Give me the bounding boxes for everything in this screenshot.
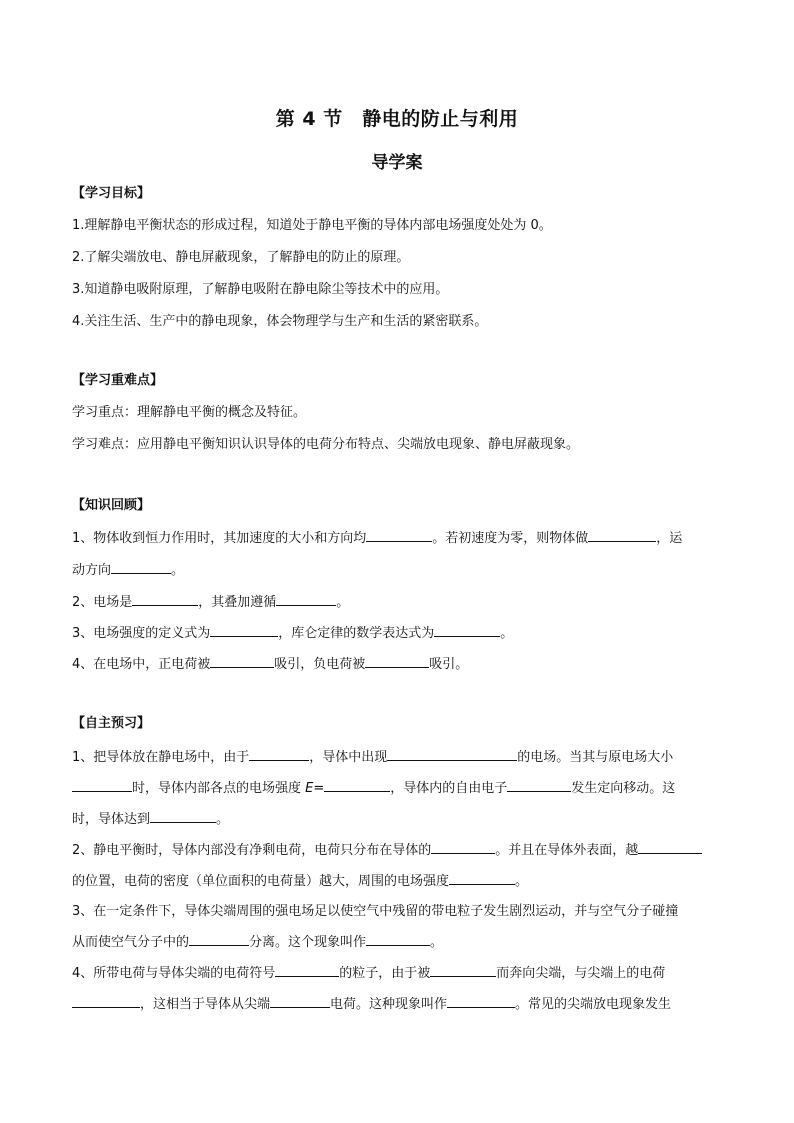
answer-blank[interactable]	[387, 747, 517, 761]
section-review	[72, 496, 724, 674]
preview-question-3: 3、在一定条件下，导体尖端周围的强电场足以使空气中残留的带电粒子发生剧烈运动，并与空气分子碰撞 从而使空气分子中的 分离。这个现象叫作 。	[72, 904, 679, 950]
answer-blank[interactable]	[447, 994, 515, 1008]
answer-blank[interactable]	[189, 932, 249, 946]
answer-blank[interactable]	[365, 654, 429, 668]
answer-blank[interactable]	[507, 778, 571, 792]
section-goals	[72, 184, 724, 332]
review-question-1: 1、物体收到恒力作用时，其加速度的大小和方向均 。若初速度为零，则物体做 ，运 动方向 。	[72, 528, 724, 581]
goal-item: 4.关注生活、生产中的静电现象，体会物理学与生产和生活的紧密联系。	[72, 314, 488, 329]
page-title: 第 4 节 静电的防止与利用	[275, 108, 519, 130]
answer-blank[interactable]	[72, 778, 132, 792]
goal-item: 2.了解尖端放电、静电屏蔽现象，了解静电的防止的原理。	[72, 250, 410, 265]
answer-blank[interactable]	[430, 963, 496, 977]
answer-blank[interactable]	[588, 528, 656, 542]
preview-question-2: 2、静电平衡时，导体内部没有净剩电荷，电荷只分布在导体的 。并且在导体外表面，越 的位置，电荷的密度（单位面积的电荷量）越大，周围的电场强度 。	[72, 840, 724, 892]
page-subtitle: 导学案	[371, 153, 423, 173]
answer-blank[interactable]	[249, 747, 309, 761]
goal-item: 1.理解静电平衡状态的形成过程，知道处于静电平衡的导体内部电场强度处处为 0。	[72, 218, 552, 233]
answer-blank[interactable]	[449, 871, 515, 885]
preview-question-4: 4、所带电荷与导体尖端的电荷符号 的粒子，由于被 而奔向尖端，与尖端上的电荷 ，这相当于导体从尖端 电荷。这种现象叫作 。常见的尖端放电现象发生	[72, 963, 724, 1015]
answer-blank[interactable]	[431, 840, 495, 854]
answer-blank[interactable]	[366, 932, 430, 946]
answer-blank[interactable]	[72, 994, 140, 1008]
answer-blank[interactable]	[276, 592, 336, 606]
answer-blank[interactable]	[638, 840, 702, 854]
key-point-item: 学习重点：理解静电平衡的概念及特征。	[72, 405, 307, 420]
section-heading: 【学习重难点】	[72, 373, 164, 388]
preview-question-1: 1、把导体放在静电场中，由于 ，导体中出现 的电场。当其与原电场大小 时，导体内部各点的电场强度 E= ，导体内的自由电子 发生定向移动。这 时，导体达到 。	[72, 747, 724, 830]
answer-blank[interactable]	[324, 778, 390, 792]
review-question-2: 2、电场是 ，其叠加遵循 。	[72, 592, 724, 612]
review-question-4: 4、在电场中，正电荷被 吸引，负电荷被 吸引。	[72, 654, 724, 674]
answer-blank[interactable]	[132, 592, 198, 606]
answer-blank[interactable]	[366, 528, 432, 542]
answer-blank[interactable]	[150, 809, 216, 823]
review-question-3: 3、电场强度的定义式为 ，库仑定律的数学表达式为 。	[72, 623, 724, 643]
answer-blank[interactable]	[111, 560, 171, 574]
section-preview	[72, 714, 724, 1015]
answer-blank[interactable]	[270, 994, 330, 1008]
answer-blank[interactable]	[210, 623, 278, 637]
difficulty-item: 学习难点：应用静电平衡知识认识导体的电荷分布特点、尖端放电现象、静电屏蔽现象。	[72, 437, 580, 452]
section-heading: 【学习目标】	[72, 186, 151, 201]
section-key-points	[72, 371, 724, 455]
section-heading: 【知识回顾】	[72, 498, 151, 513]
answer-blank[interactable]	[434, 623, 500, 637]
answer-blank[interactable]	[275, 963, 339, 977]
answer-blank[interactable]	[210, 654, 274, 668]
section-heading: 【自主预习】	[72, 716, 151, 731]
goal-item: 3.知道静电吸附原理，了解静电吸附在静电除尘等技术中的应用。	[72, 282, 449, 297]
